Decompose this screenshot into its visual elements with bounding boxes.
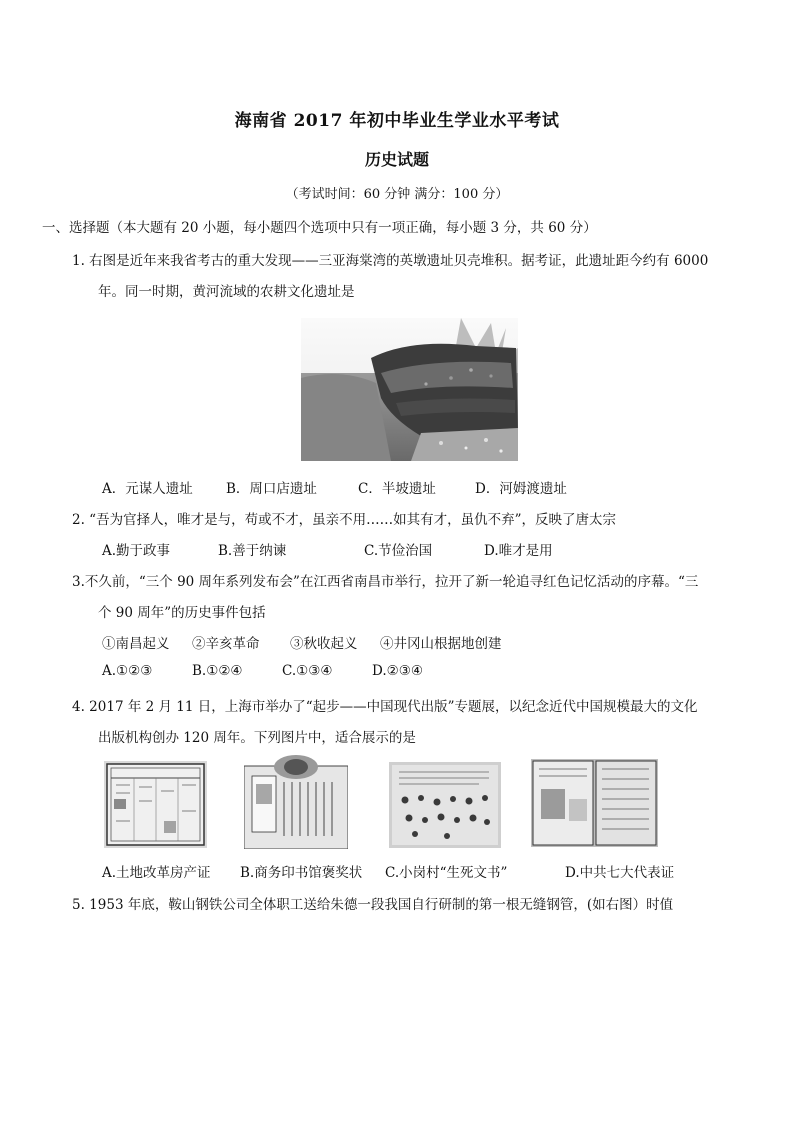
q2-option-c: C.节俭治国 bbox=[364, 543, 433, 559]
q3-option-b: B.①②④ bbox=[192, 663, 243, 679]
q1-option-c: C．半坡遗址 bbox=[358, 481, 436, 497]
q3-option-d: D.②③④ bbox=[372, 663, 423, 679]
exam-meta: （考试时间：60 分钟 满分：100 分） bbox=[285, 187, 509, 202]
q5-line1: 5. 1953 年底，鞍山钢铁公司全体职工送给朱德一段我国自行研制的第一根无缝钢管，(如右图）时值 bbox=[72, 897, 674, 913]
q3-option-a: A.①②③ bbox=[102, 663, 153, 679]
q4-line1: 4. 2017 年 2 月 11 日，上海市举办了“起步——中国现代出版”专题展，以纪念近代中国规模最大的文化 bbox=[72, 699, 698, 715]
q3-line1: 3.不久前，“三个 90 周年系列发布会”在江西省南昌市举行，拉开了新一轮追寻红色记忆活动的序幕。“三 bbox=[72, 574, 699, 590]
q3-item-2: ②辛亥革命 bbox=[192, 636, 260, 652]
q1-option-a: A．元谋人遗址 bbox=[102, 481, 193, 497]
q2-option-d: D.唯才是用 bbox=[484, 543, 553, 559]
q2-option-a: A.勤于政事 bbox=[102, 543, 171, 559]
q4-option-a: A.土地改革房产证 bbox=[102, 865, 211, 881]
land-certificate-image bbox=[104, 761, 207, 848]
q3-item-3: ③秋收起义 bbox=[290, 636, 358, 652]
exam-subtitle: 历史试题 bbox=[364, 150, 429, 169]
delegate-card-image bbox=[531, 759, 658, 847]
q1-option-d: D．河姆渡遗址 bbox=[475, 481, 567, 497]
shell-midden-photo bbox=[301, 318, 518, 461]
award-certificate-image bbox=[244, 754, 348, 849]
q3-option-c: C.①③④ bbox=[282, 663, 333, 679]
q1-option-b: B．周口店遗址 bbox=[226, 481, 317, 497]
q4-option-d: D.中共七大代表证 bbox=[565, 865, 675, 881]
q4-option-b: B.商务印书馆褒奖状 bbox=[240, 865, 363, 881]
q3-line2: 个 90 周年”的历史事件包括 bbox=[98, 605, 266, 621]
q2-line1: 2. “吾为官择人，唯才是与，苟或不才，虽亲不用……如其有才，虽仇不弃”，反映了唐太宗 bbox=[72, 512, 616, 528]
q2-option-b: B.善于纳谏 bbox=[218, 543, 287, 559]
q1-line1: 1. 右图是近年来我省考古的重大发现——三亚海棠湾的英墩遗址贝壳堆积。据考证，此遗址距今约有 6000 bbox=[72, 253, 709, 269]
q4-line2: 出版机构创办 120 周年。下列图片中，适合展示的是 bbox=[98, 730, 416, 746]
exam-title: 海南省 2017 年初中毕业生学业水平考试 bbox=[234, 111, 560, 131]
q3-item-4: ④井冈山根据地创建 bbox=[380, 636, 502, 652]
q3-item-1: ①南昌起义 bbox=[102, 636, 170, 652]
q1-line2: 年。同一时期，黄河流域的农耕文化遗址是 bbox=[98, 284, 355, 300]
xiaogang-document-image bbox=[389, 762, 501, 848]
q4-option-c: C.小岗村“生死文书” bbox=[385, 865, 508, 881]
section-heading: 一、选择题（本大题有 20 小题，每小题四个选项中只有一项正确，每小题 3 分，共 60 分） bbox=[42, 220, 597, 236]
